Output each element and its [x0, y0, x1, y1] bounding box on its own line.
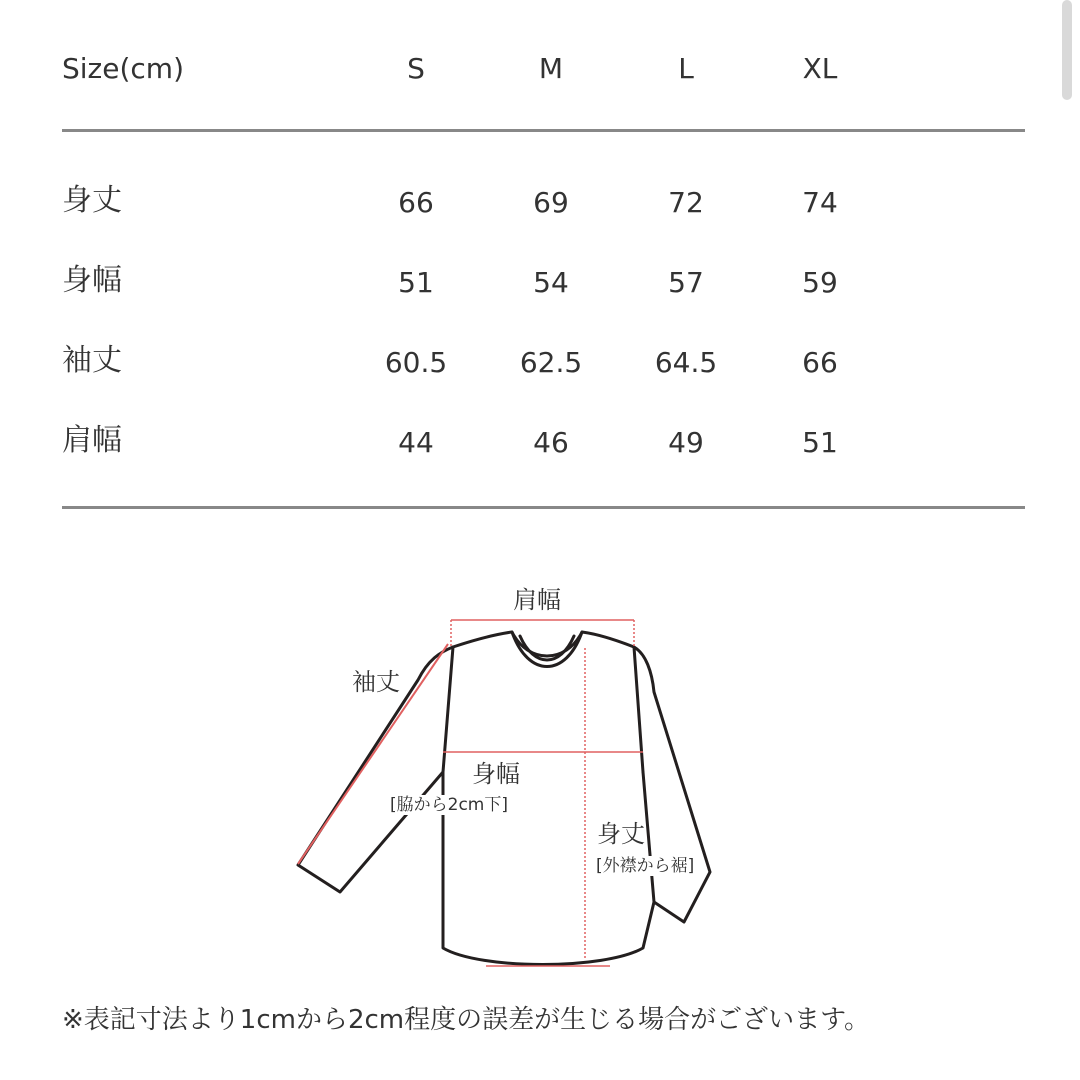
body-length-note: [外襟から裾]	[596, 856, 695, 876]
row-label-shoulder: 肩幅	[62, 423, 122, 458]
header-divider	[62, 129, 1025, 132]
value-width-s: 51	[398, 266, 434, 299]
value-sleeve-l: 64.5	[654, 346, 718, 379]
value-width-l: 57	[668, 266, 704, 299]
shoulder-width-label: 肩幅	[513, 586, 561, 614]
left-armhole-seam	[443, 647, 453, 772]
body-width-label: 身幅	[472, 760, 520, 788]
size-header-m: M	[538, 52, 564, 85]
value-length-xl: 74	[802, 186, 838, 219]
value-length-m: 69	[533, 186, 569, 219]
body-length-label: 身丈	[597, 820, 645, 848]
body-width-note: [脇から2cm下]	[390, 795, 508, 815]
size-header-l: L	[678, 52, 694, 85]
value-shoulder-m: 46	[533, 426, 569, 459]
value-sleeve-s: 60.5	[384, 346, 448, 379]
value-width-m: 54	[533, 266, 569, 299]
table-bottom-divider	[62, 506, 1025, 509]
value-shoulder-l: 49	[668, 426, 704, 459]
row-label-width: 身幅	[62, 263, 122, 298]
sleeve-length-label: 袖丈	[352, 668, 400, 696]
size-header-xl: XL	[802, 52, 838, 85]
value-shoulder-xl: 51	[802, 426, 838, 459]
value-sleeve-xl: 66	[802, 346, 838, 379]
measurement-diagram	[0, 560, 1080, 990]
row-label-length: 身丈	[62, 183, 122, 218]
measurement-disclaimer: ※表記寸法より1cmから2cm程度の誤差が生じる場合がございます。	[62, 1005, 871, 1035]
size-header-s: S	[407, 52, 425, 85]
size-table	[62, 0, 1025, 520]
size-header-label: Size(cm)	[62, 52, 184, 85]
measurement-lines	[298, 620, 643, 966]
tshirt-illustration	[0, 560, 1080, 990]
value-sleeve-m: 62.5	[519, 346, 583, 379]
value-length-l: 72	[668, 186, 704, 219]
value-width-xl: 59	[802, 266, 838, 299]
row-label-sleeve: 袖丈	[62, 343, 122, 378]
right-armhole-seam	[634, 647, 643, 772]
value-shoulder-s: 44	[398, 426, 434, 459]
scrollbar[interactable]	[1062, 0, 1072, 100]
value-length-s: 66	[398, 186, 434, 219]
